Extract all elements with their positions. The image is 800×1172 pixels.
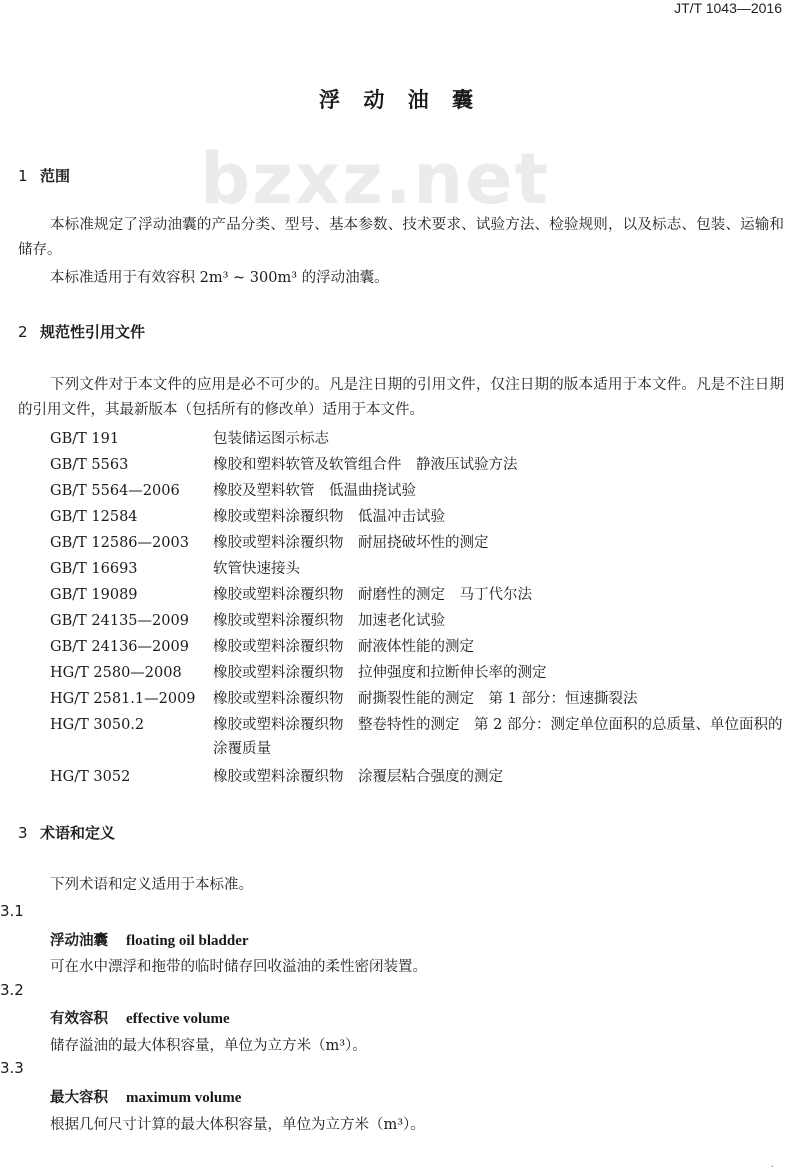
reference-code: GB/T 191 [50, 431, 120, 447]
term-definition: 根据几何尺寸计算的最大体积容量，单位为立方米（m³）。 [50, 1117, 425, 1133]
reference-row [50, 505, 790, 531]
reference-code: HG/T 3052 [50, 769, 131, 785]
reference-code: HG/T 3050.2 [50, 717, 145, 733]
term-name-zh: 最大容积 [50, 1089, 108, 1106]
reference-code: GB/T 5563 [50, 457, 129, 473]
section-2-heading [18, 321, 145, 342]
reference-title: 橡胶和塑料软管及软管组合件 静液压试验方法 [213, 457, 518, 473]
reference-title: 橡胶或塑料涂覆织物 耐磨性的测定 马丁代尔法 [213, 587, 532, 603]
reference-row [50, 609, 790, 635]
reference-title: 橡胶或塑料涂覆织物 耐撕裂性能的测定 第 1 部分：恒速撕裂法 [213, 691, 638, 707]
term-definition: 可在水中漂浮和拖带的临时储存回收溢油的柔性密闭装置。 [50, 959, 427, 975]
document-number: JT/T 1043—2016 [674, 0, 782, 16]
reference-title: 橡胶或塑料涂覆织物 加速老化试验 [213, 613, 445, 629]
reference-title: 橡胶或塑料涂覆织物 涂覆层粘合强度的测定 [213, 769, 503, 785]
page-corner-mark: . [770, 1159, 774, 1170]
references-intro: 下列文件对于本文件的应用是必不可少的。凡是注日期的引用文件，仅注日期的版本适用于本文件。凡是不注日期的引用文件，其最新版本（包括所有的修改单）适用于本文件。 [18, 377, 784, 418]
term-name [50, 1007, 230, 1028]
reference-code: GB/T 16693 [50, 561, 138, 577]
section-number: 1 [18, 167, 28, 185]
term-name-zh: 浮动油囊 [50, 932, 108, 949]
reference-code: HG/T 2580—2008 [50, 665, 182, 681]
reference-title: 包装储运图示标志 [213, 431, 329, 447]
reference-code: HG/T 2581.1—2009 [50, 691, 196, 707]
reference-row [50, 531, 790, 557]
reference-title: 橡胶或塑料涂覆织物 拉伸强度和拉断伸长率的测定 [213, 665, 547, 681]
term-number: 3.3 [0, 1059, 24, 1077]
section-title: 规范性引用文件 [40, 323, 146, 341]
scope-paragraph-1: 本标准规定了浮动油囊的产品分类、型号、基本参数、技术要求、试验方法、检验规则，以及标志、包装、运输和储存。 [18, 217, 784, 258]
term-name [50, 929, 249, 950]
document-title: 浮 动 油 囊 [319, 88, 481, 112]
reference-code: GB/T 24136—2009 [50, 639, 189, 655]
reference-title: 橡胶或塑料涂覆织物 低温冲击试验 [213, 509, 445, 525]
reference-code: GB/T 19089 [50, 587, 138, 603]
reference-row [50, 453, 790, 479]
term-definition: 储存溢油的最大体积容量，单位为立方米（m³）。 [50, 1038, 367, 1054]
reference-code: GB/T 12584 [50, 509, 138, 525]
section-title: 范围 [40, 167, 71, 185]
term-number: 3.1 [0, 902, 24, 920]
reference-title: 橡胶或塑料涂覆织物 耐屈挠破坏性的测定 [213, 535, 489, 551]
term-number: 3.2 [0, 981, 24, 999]
section-number: 2 [18, 323, 28, 341]
section-number: 3 [18, 824, 28, 842]
term-name [50, 1086, 241, 1107]
reference-title: 软管快速接头 [213, 561, 300, 577]
reference-row [50, 635, 790, 661]
reference-row [50, 557, 790, 583]
reference-row [50, 583, 790, 609]
reference-code: GB/T 12586—2003 [50, 535, 189, 551]
reference-title: 橡胶或塑料涂覆织物 整卷特性的测定 第 2 部分：测定单位面积的总质量、单位面积的涂覆质量 [213, 717, 783, 757]
term-name-en: maximum volume [126, 1090, 242, 1106]
reference-row [50, 427, 790, 453]
reference-row [50, 765, 790, 791]
reference-row [50, 479, 790, 505]
reference-row [50, 687, 790, 713]
section-1-heading [18, 165, 70, 186]
watermark: bzxz.net [200, 138, 551, 220]
reference-title: 橡胶或塑料涂覆织物 耐液体性能的测定 [213, 639, 474, 655]
scope-paragraph-2: 本标准适用于有效容积 2m³ ~ 300m³ 的浮动油囊。 [50, 270, 389, 286]
reference-title: 橡胶及塑料软管 低温曲挠试验 [213, 483, 416, 499]
reference-list [50, 427, 790, 791]
term-name-en: floating oil bladder [126, 933, 249, 949]
section-3-heading [18, 822, 115, 843]
term-name-zh: 有效容积 [50, 1010, 108, 1027]
reference-code: GB/T 24135—2009 [50, 613, 189, 629]
section-title: 术语和定义 [40, 824, 116, 842]
reference-code: GB/T 5564—2006 [50, 483, 180, 499]
reference-row [50, 713, 790, 765]
terms-intro: 下列术语和定义适用于本标准。 [50, 877, 253, 893]
term-name-en: effective volume [126, 1011, 230, 1027]
reference-row [50, 661, 790, 687]
